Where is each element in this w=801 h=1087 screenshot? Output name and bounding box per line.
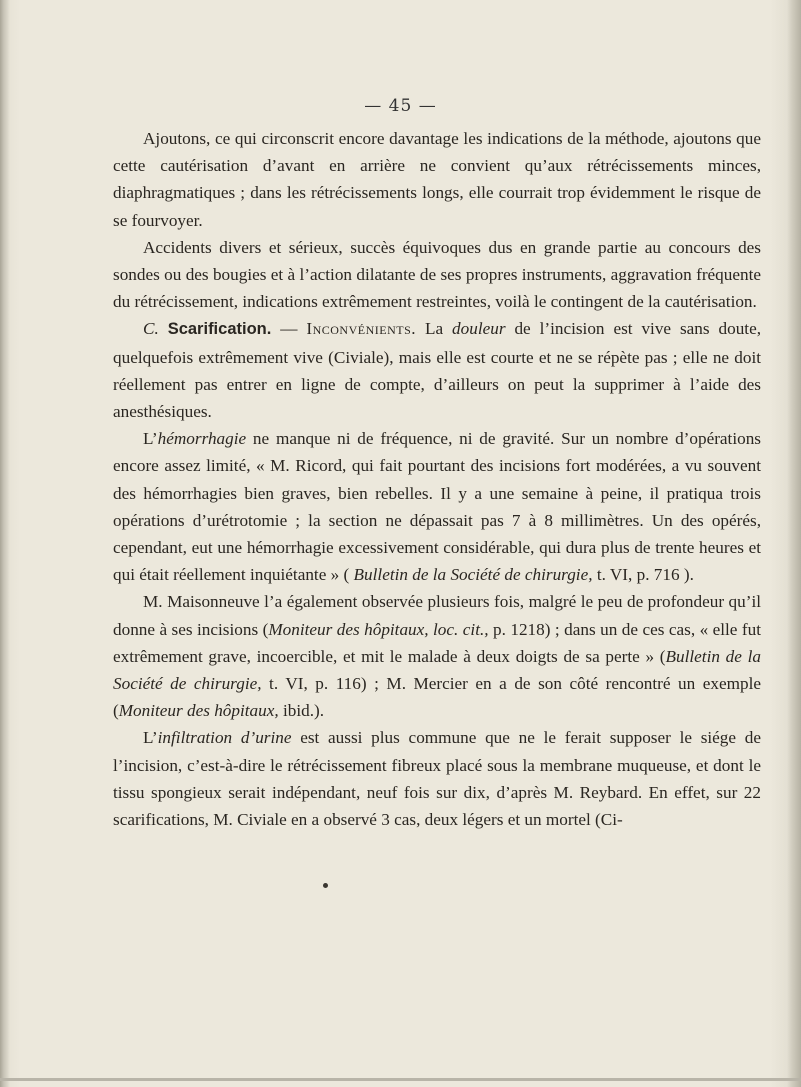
citation-bulletin-2: Bulletin de la Société de chirurgie,: [113, 646, 761, 694]
page-left-edge: [0, 0, 10, 1087]
citation-moniteur: Moniteur des hôpitaux, loc. cit.,: [268, 619, 489, 639]
citation-bulletin: Bulletin de la Société de chirurgie,: [353, 565, 593, 585]
section-title: Scarification.: [167, 320, 272, 339]
emphasis-hemorrhagie: hémorrhagie: [157, 429, 247, 449]
paragraph-1: Ajoutons, ce qui circonscrit encore davantage les indications de la méthode, ajoutons que cette cautérisation d’avant en arrière ne convient qu’aux rétrécissements minces, diaphragmatiques ; dans les rétrécissements longs, elle courrait trop évidemment le risque de se fourvoyer.: [113, 129, 761, 230]
page-bottom-edge: [0, 1078, 801, 1081]
page-number: — 45 —: [364, 96, 437, 116]
paragraph-3: C. Scarification. — Inconvénients. La douleur de l’incision est vive sans doute, quelquefois extrêmement vive (Civiale), mais elle est courte et ne se répète pas ; elle ne doit réellement pas entrer en ligne de compte, d’ailleurs on peut la supprimer à l’aide des anesthésiques.: [113, 319, 761, 422]
paragraph-5: M. Maisonneuve l’a également observée plusieurs fois, malgré le peu de profondeur qu’il donne à ses incisions (Moniteur des hôpitaux, loc. cit., p. 1218) ; dans un de ces cas, « elle fut extrêmement grave, incoercible, et mit le malade à deux doigts de sa perte » (Bulletin de la Société de chirurgie, t. VI, p. 116) ; M. Mercier en a de son côté rencontré un exemple (Moniteur des hôpitaux, ibid.).: [113, 592, 761, 721]
section-label: C.: [143, 319, 159, 339]
paragraph-6: L’infiltration d’urine est aussi plus commune que ne le ferait supposer le siége de l’incision, c’est-à-dire le rétrécissement fibreux placé sous la membrane muqueuse, et dont le tissu spongieux serait indépendant, neuf fois sur dix, d’après M. Reybard. En effet, sur 22 scarifications, M. Civiale en a observé 3 cas, deux légers et un mortel (Ci-: [113, 728, 761, 830]
section-dash: —: [271, 319, 307, 339]
ink-speck: [323, 883, 328, 888]
body-text: [113, 125, 761, 833]
page-right-edge: [787, 0, 801, 1087]
emphasis-douleur: douleur: [452, 319, 506, 339]
paragraph-4: L’hémorrhagie ne manque ni de fréquence, ni de gravité. Sur un nombre d’opérations encore assez limité, « M. Ricord, qui fait pourtant des incisions fort modérées, a vu souvent des hémorrhagies bien graves, bien rebelles. Il y a une semaine à peine, il pratiqua trois opérations d’urétrotomie ; la section ne dépassait pas 7 à 8 millimètres. Un des opérés, cependant, eut une hémorrhagie excessivement considérable, qui dura plus de trente heures et qui était réellement inquiétante » ( Bulletin de la Société de chirurgie, t. VI, p. 716 ).: [113, 429, 761, 585]
paragraph-2: Accidents divers et sérieux, succès équivoques dus en grande partie au concours des sondes ou des bougies et à l’action dilatante de ses propres instruments, aggravation fréquente du rétrécissement, indications extrêmement restreintes, voilà le contingent de la cautérisation.: [113, 237, 761, 312]
emphasis-infiltration: infiltration d’urine: [157, 728, 292, 748]
citation-moniteur-2: Moniteur des hôpitaux,: [118, 701, 279, 721]
subsection-title: Inconvénients.: [306, 319, 417, 339]
